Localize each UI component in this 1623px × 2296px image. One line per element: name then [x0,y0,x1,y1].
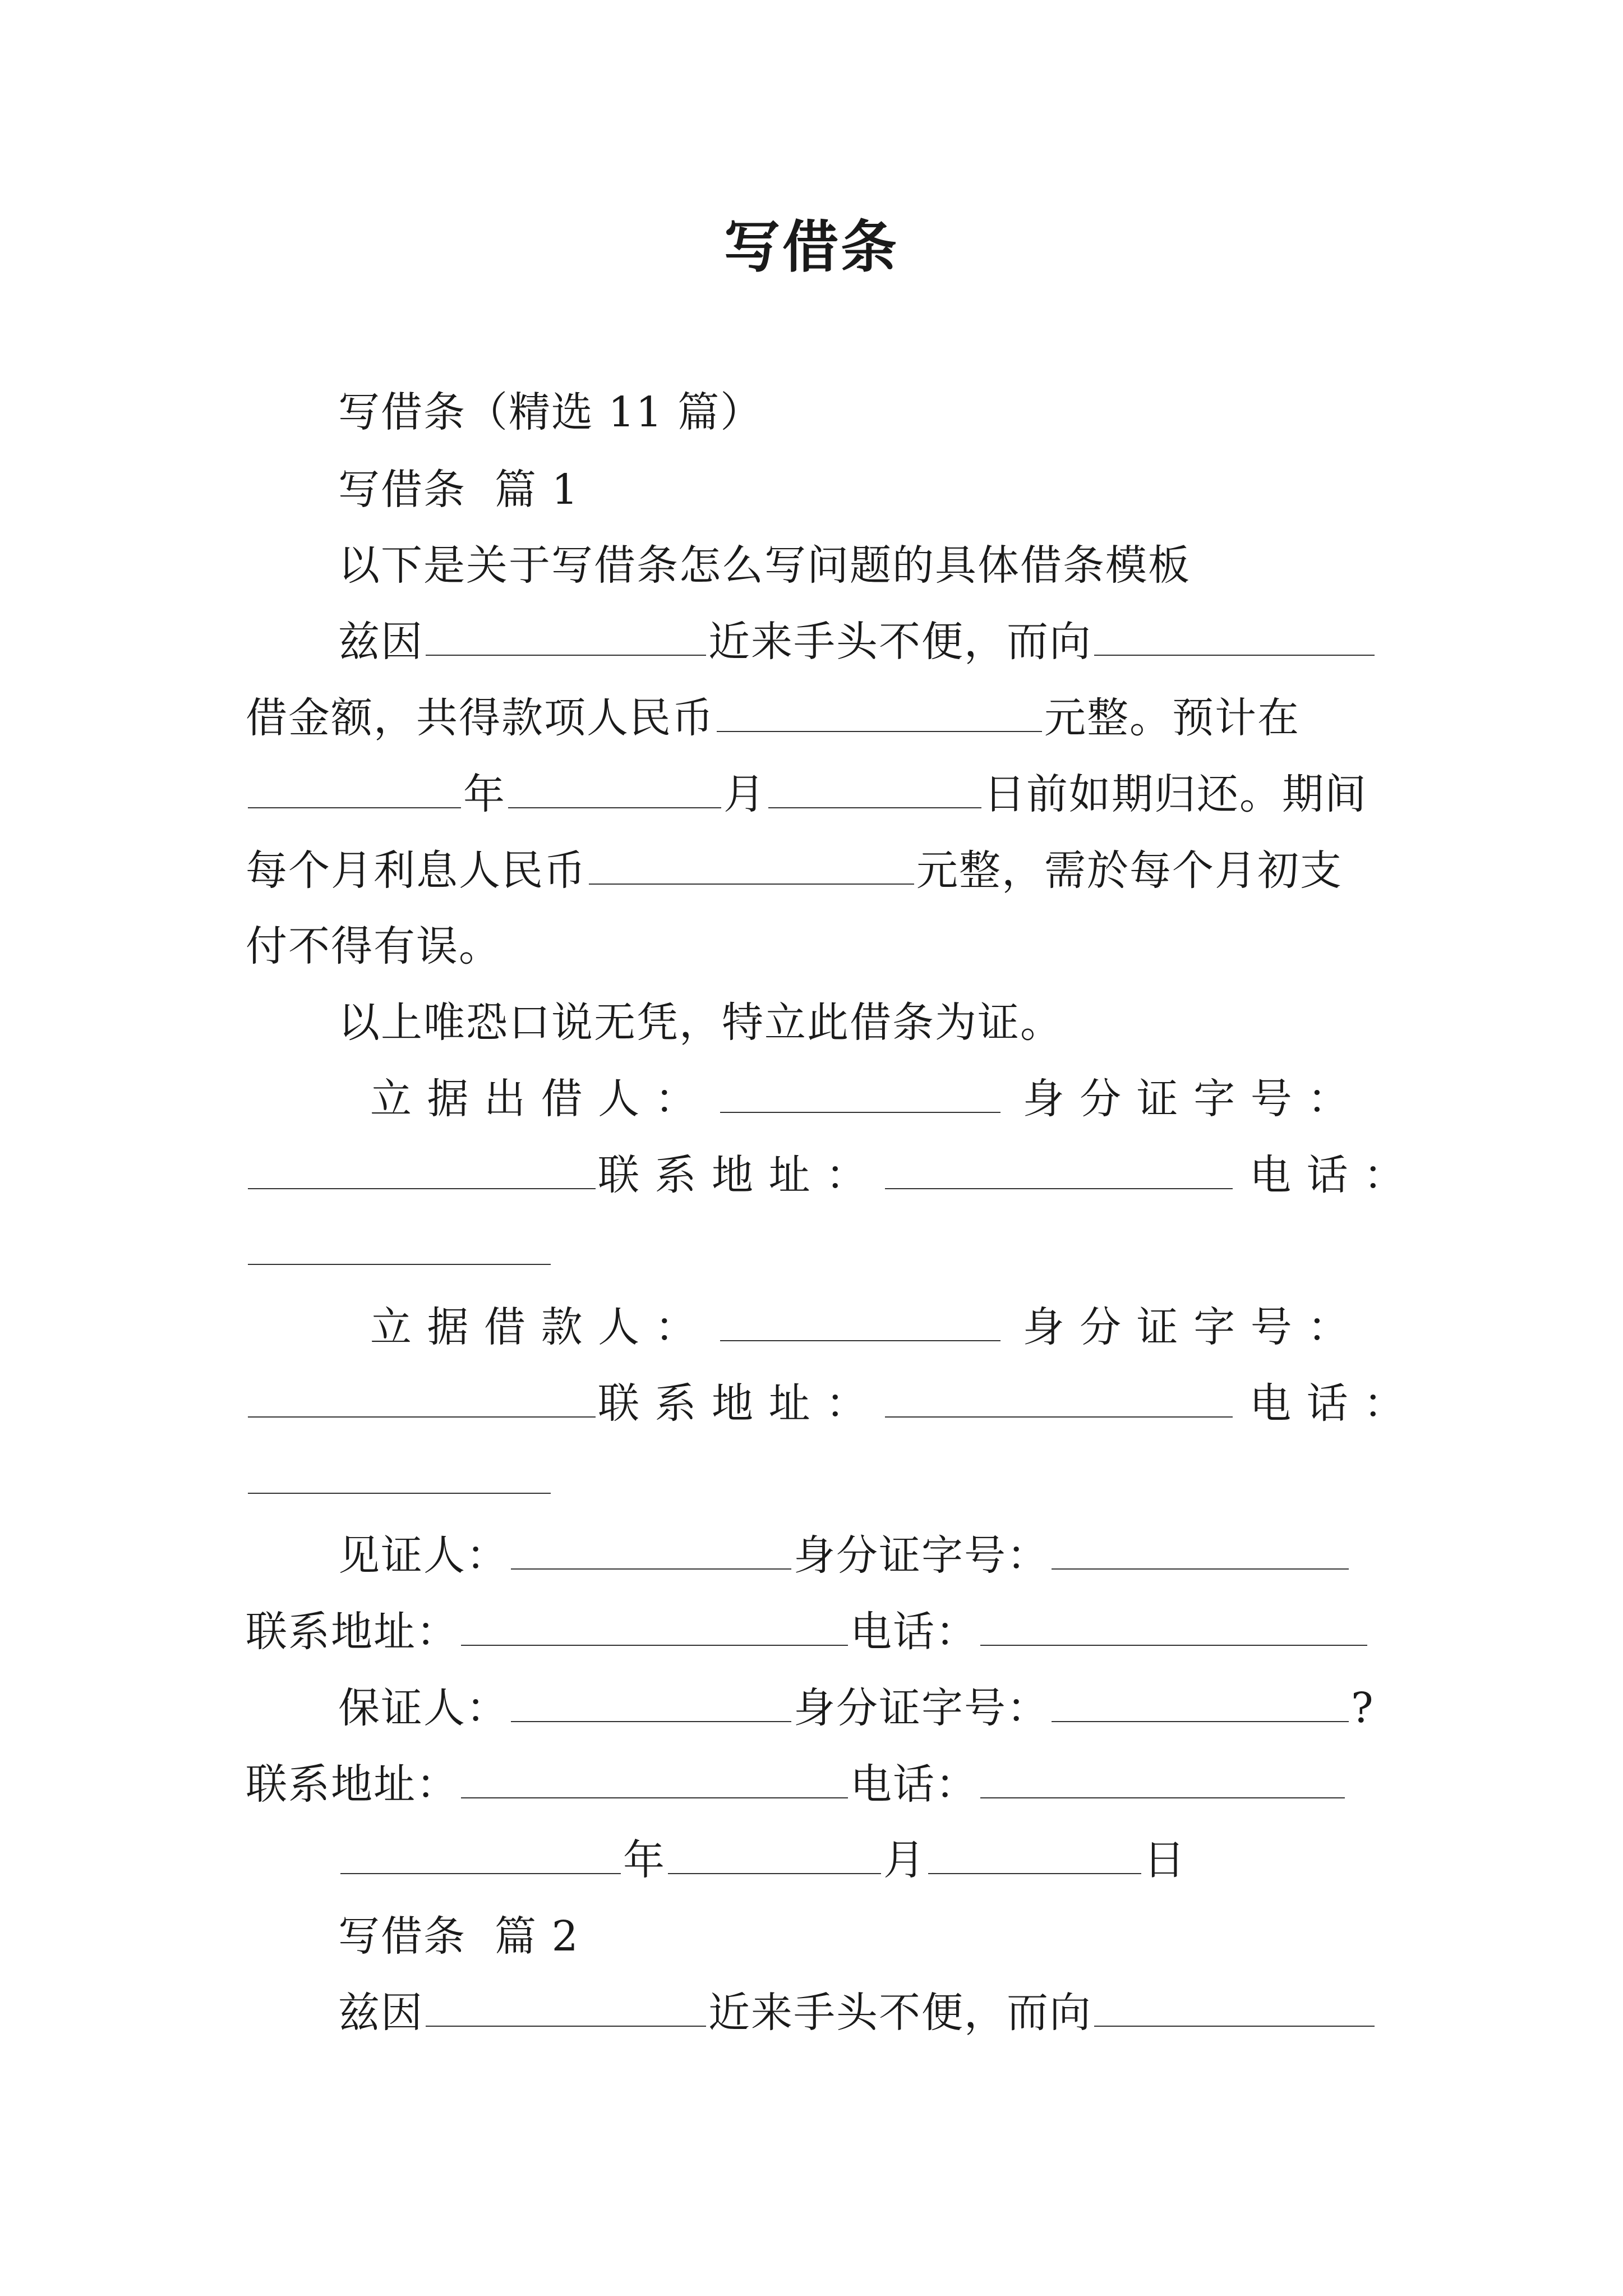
label: 联 系 地 址 ： [598,1379,869,1428]
text: 兹因 [338,618,423,666]
witness-contact-line [246,1604,1370,1660]
text: 元整，需於每个月初支 [916,846,1343,895]
blank-field [720,1111,1000,1113]
label: 电 话 ： [1249,1151,1407,1199]
body-line [338,1985,1377,2041]
body-line [246,843,1343,899]
label: 身 分 证 字 号 ： [1022,1303,1350,1351]
blank-field [589,883,914,885]
label: 保证人： [338,1684,509,1732]
guarantor-line [338,1680,1375,1736]
blank-field [717,730,1042,732]
witness-line [338,1527,1351,1584]
body-line [338,614,1377,670]
blank-field [248,1188,596,1189]
subtitle: 写借条（精选 11 篇） [338,388,763,436]
blank-field [340,1872,621,1874]
text: 每个月利息人民币 [246,846,587,895]
text: 月 [883,1836,926,1884]
text: 借金额，共得款项人民币 [246,694,714,742]
text: 兹因 [338,1989,423,2037]
body-line [246,766,1367,822]
borrower-line [370,1299,1350,1355]
date-line [338,1832,1186,1888]
label: 见证人： [338,1531,509,1580]
blank-field [980,1797,1345,1798]
blank-field [668,1872,881,1874]
text: 日 [1144,1836,1186,1884]
label: 电话： [850,1608,978,1656]
blank-field [461,1644,848,1646]
blank-field [461,1797,848,1798]
blank-field [720,1340,1000,1341]
blank-field [511,1568,791,1570]
text: 近来手头不便，而向 [708,618,1092,666]
label: 立 据 出 借 人 ： [370,1075,698,1123]
label: 电 话 ： [1249,1379,1407,1428]
blank-field [1094,654,1375,656]
label: 立 据 借 款 人 ： [370,1303,698,1351]
lender-phone-line [246,1223,553,1279]
blank-field [426,2025,706,2027]
lender-line [370,1071,1350,1127]
lender-contact-line [246,1147,1406,1203]
blank-field [1052,1568,1349,1570]
blank-field [248,1263,551,1265]
text: 近来手头不便，而向 [708,1989,1092,2037]
document-title: 写借条 [724,214,899,280]
blank-field [426,654,706,656]
text: 年 [463,770,506,818]
label: 身分证字号： [794,1531,1049,1580]
section-heading-1: 写借条 篇 1 [338,466,579,514]
text: 元整。预计在 [1044,694,1300,742]
label: 身 分 证 字 号 ： [1022,1075,1350,1123]
guarantor-contact-line [246,1756,1347,1812]
blank-field [980,1644,1367,1646]
blank-field [768,807,981,808]
label: 电话： [850,1760,978,1809]
blank-field [248,807,461,808]
blank-field [511,1720,791,1722]
text: ? [1351,1684,1375,1732]
blank-field [508,807,721,808]
intro-line: 以下是关于写借条怎么写问题的具体借条模板 [338,541,1191,590]
blank-field [885,1416,1233,1418]
blank-field [1094,2025,1375,2027]
blank-field [1052,1720,1349,1722]
text: 日前如期归还。期间 [984,770,1367,818]
label: 联系地址： [246,1608,459,1656]
label: 身分证字号： [794,1684,1049,1732]
blank-field [928,1872,1141,1874]
blank-field [248,1416,596,1418]
borrower-contact-line [246,1375,1406,1432]
text: 月 [723,770,766,818]
section-heading-2: 写借条 篇 2 [338,1912,579,1961]
blank-field [885,1188,1233,1189]
borrower-phone-line [246,1452,553,1508]
label: 联系地址： [246,1760,459,1809]
body-line [246,690,1300,746]
text: 年 [623,1836,666,1884]
body-line: 以上唯恐口说无凭，特立此借条为证。 [338,999,1063,1047]
body-line: 付不得有误。 [246,922,501,970]
blank-field [248,1492,551,1494]
label: 联 系 地 址 ： [598,1151,869,1199]
